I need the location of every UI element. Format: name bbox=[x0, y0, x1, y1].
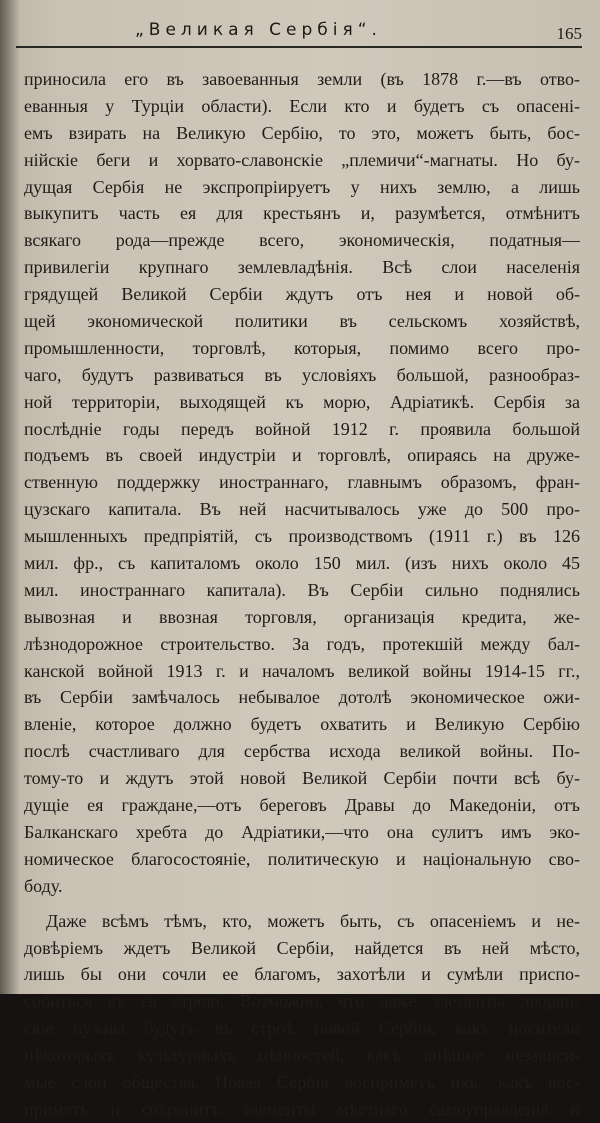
text-line: боду. bbox=[24, 875, 63, 896]
paragraph bbox=[24, 66, 580, 900]
text-line: приметъ и сохранитъ элементы мѣстнаго самоуправленія и bbox=[24, 1098, 580, 1119]
text-line: цузскаго капитала. Въ ней насчитывалось уже до 500 про- bbox=[24, 499, 580, 520]
text-line: мые слои общества. Новая Сербія восприметъ ихъ, какъ вос- bbox=[24, 1071, 580, 1092]
text-line: дущая Сербія не экспропріируетъ у нихъ землю, а лишь bbox=[24, 176, 580, 197]
text-line: еванныя у Турціи области). Если кто и будетъ съ опасені- bbox=[24, 95, 580, 116]
text-line: вывозная и ввозная торговля, организація кредита, же- bbox=[24, 606, 580, 627]
text-line: Даже всѣмъ тѣмъ, кто, можетъ быть, съ опасеніемъ и не- bbox=[46, 910, 580, 931]
text-line: вленіе, которое должно будетъ охватить и Великую Сербію bbox=[24, 714, 580, 735]
body-text bbox=[24, 66, 580, 1123]
paragraph-gap bbox=[24, 900, 580, 908]
text-line: послѣ счастливаго для сербства исхода великой войны. По- bbox=[24, 741, 580, 762]
text-line: грядущей Великой Сербіи ждутъ отъ нея и новой об- bbox=[24, 284, 580, 305]
header-rule bbox=[16, 46, 582, 48]
text-line: довѣріемъ ждетъ Великой Сербіи, найдется въ ней мѣсто, bbox=[24, 937, 580, 958]
text-line: ной территоріи, выходящей къ морю, Адріатикѣ. Сербія за bbox=[24, 391, 580, 412]
text-line: дущіе ея граждане,—отъ береговъ Дравы до Македоніи, отъ bbox=[24, 795, 580, 816]
text-line: щей экономической политики въ сельскомъ хозяйствѣ, bbox=[24, 311, 580, 332]
text-line: ственную поддержку иностраннаго, главнымъ образомъ, фран- bbox=[24, 472, 580, 493]
text-line: мил. иностраннаго капитала). Въ Сербіи сильно поднялись bbox=[24, 579, 580, 600]
text-line: приносила его въ завоеванныя земли (въ 1878 г.—въ отво- bbox=[24, 69, 580, 89]
text-line: собиться къ ея строю. Возможно, что даже элементы дворян- bbox=[24, 991, 580, 1012]
text-line: послѣдніе годы передъ войной 1912 г. проявила большой bbox=[24, 418, 580, 439]
paragraph bbox=[24, 908, 580, 1123]
spine-shadow bbox=[0, 0, 20, 994]
text-line: скіе нужны будутъ въ строѣ новой Сербіи, какъ носители bbox=[24, 1018, 580, 1039]
page-number: 165 bbox=[556, 24, 582, 43]
text-line: мил. фр., съ капиталомъ около 150 мил. (изъ нихъ около 45 bbox=[24, 553, 580, 574]
page-header bbox=[0, 16, 600, 46]
text-line: лишь бы они сочли ее благомъ, захотѣли и сумѣли приспо- bbox=[24, 964, 580, 985]
text-line: промышленности, торговлѣ, которыя, помимо всего про- bbox=[24, 337, 580, 358]
text-line: чаго, будутъ развиваться въ условіяхъ большой, разнообраз- bbox=[24, 364, 580, 385]
text-line: номическое благосостояніе, политическую и національную сво- bbox=[24, 848, 580, 869]
text-line: нѣкоторыхъ культурныхъ цѣнностей, какъ внѣшне независи- bbox=[24, 1045, 580, 1066]
text-line: подъемъ въ своей индустріи и торговлѣ, опираясь на друже- bbox=[24, 445, 580, 466]
text-line: выкупитъ часть ея для крестьянъ и, разумѣется, отмѣнитъ bbox=[24, 203, 580, 224]
text-line: лѣзнодорожное строительство. За годъ, протекшій между бал- bbox=[24, 633, 580, 654]
text-line: въ Сербіи замѣчалось небывалое дотолѣ экономическое ожи- bbox=[24, 687, 580, 708]
running-title: „Великая Сербія“. bbox=[135, 20, 382, 40]
text-line: нійскіе беги и хорвато-славонскіе „племичи“-магнаты. Но бу- bbox=[24, 149, 580, 170]
text-line: тому-то и ждутъ этой новой Великой Сербіи почти всѣ бу- bbox=[24, 768, 580, 789]
text-line: канской войной 1913 г. и началомъ великой войны 1914-15 гг., bbox=[24, 660, 580, 681]
text-line: мышленныхъ предпріятій, съ производствомъ (1911 г.) въ 126 bbox=[24, 526, 580, 547]
text-line: Балканскаго хребта до Адріатики,—что она сулитъ имъ эко- bbox=[24, 821, 580, 842]
text-line: всякаго рода—прежде всего, экономическія, податныя— bbox=[24, 230, 580, 251]
text-line: привилегіи крупнаго землевладѣнія. Всѣ слои населенія bbox=[24, 257, 580, 278]
text-line: емъ взирать на Великую Сербію, то это, можетъ быть, бос- bbox=[24, 122, 580, 143]
